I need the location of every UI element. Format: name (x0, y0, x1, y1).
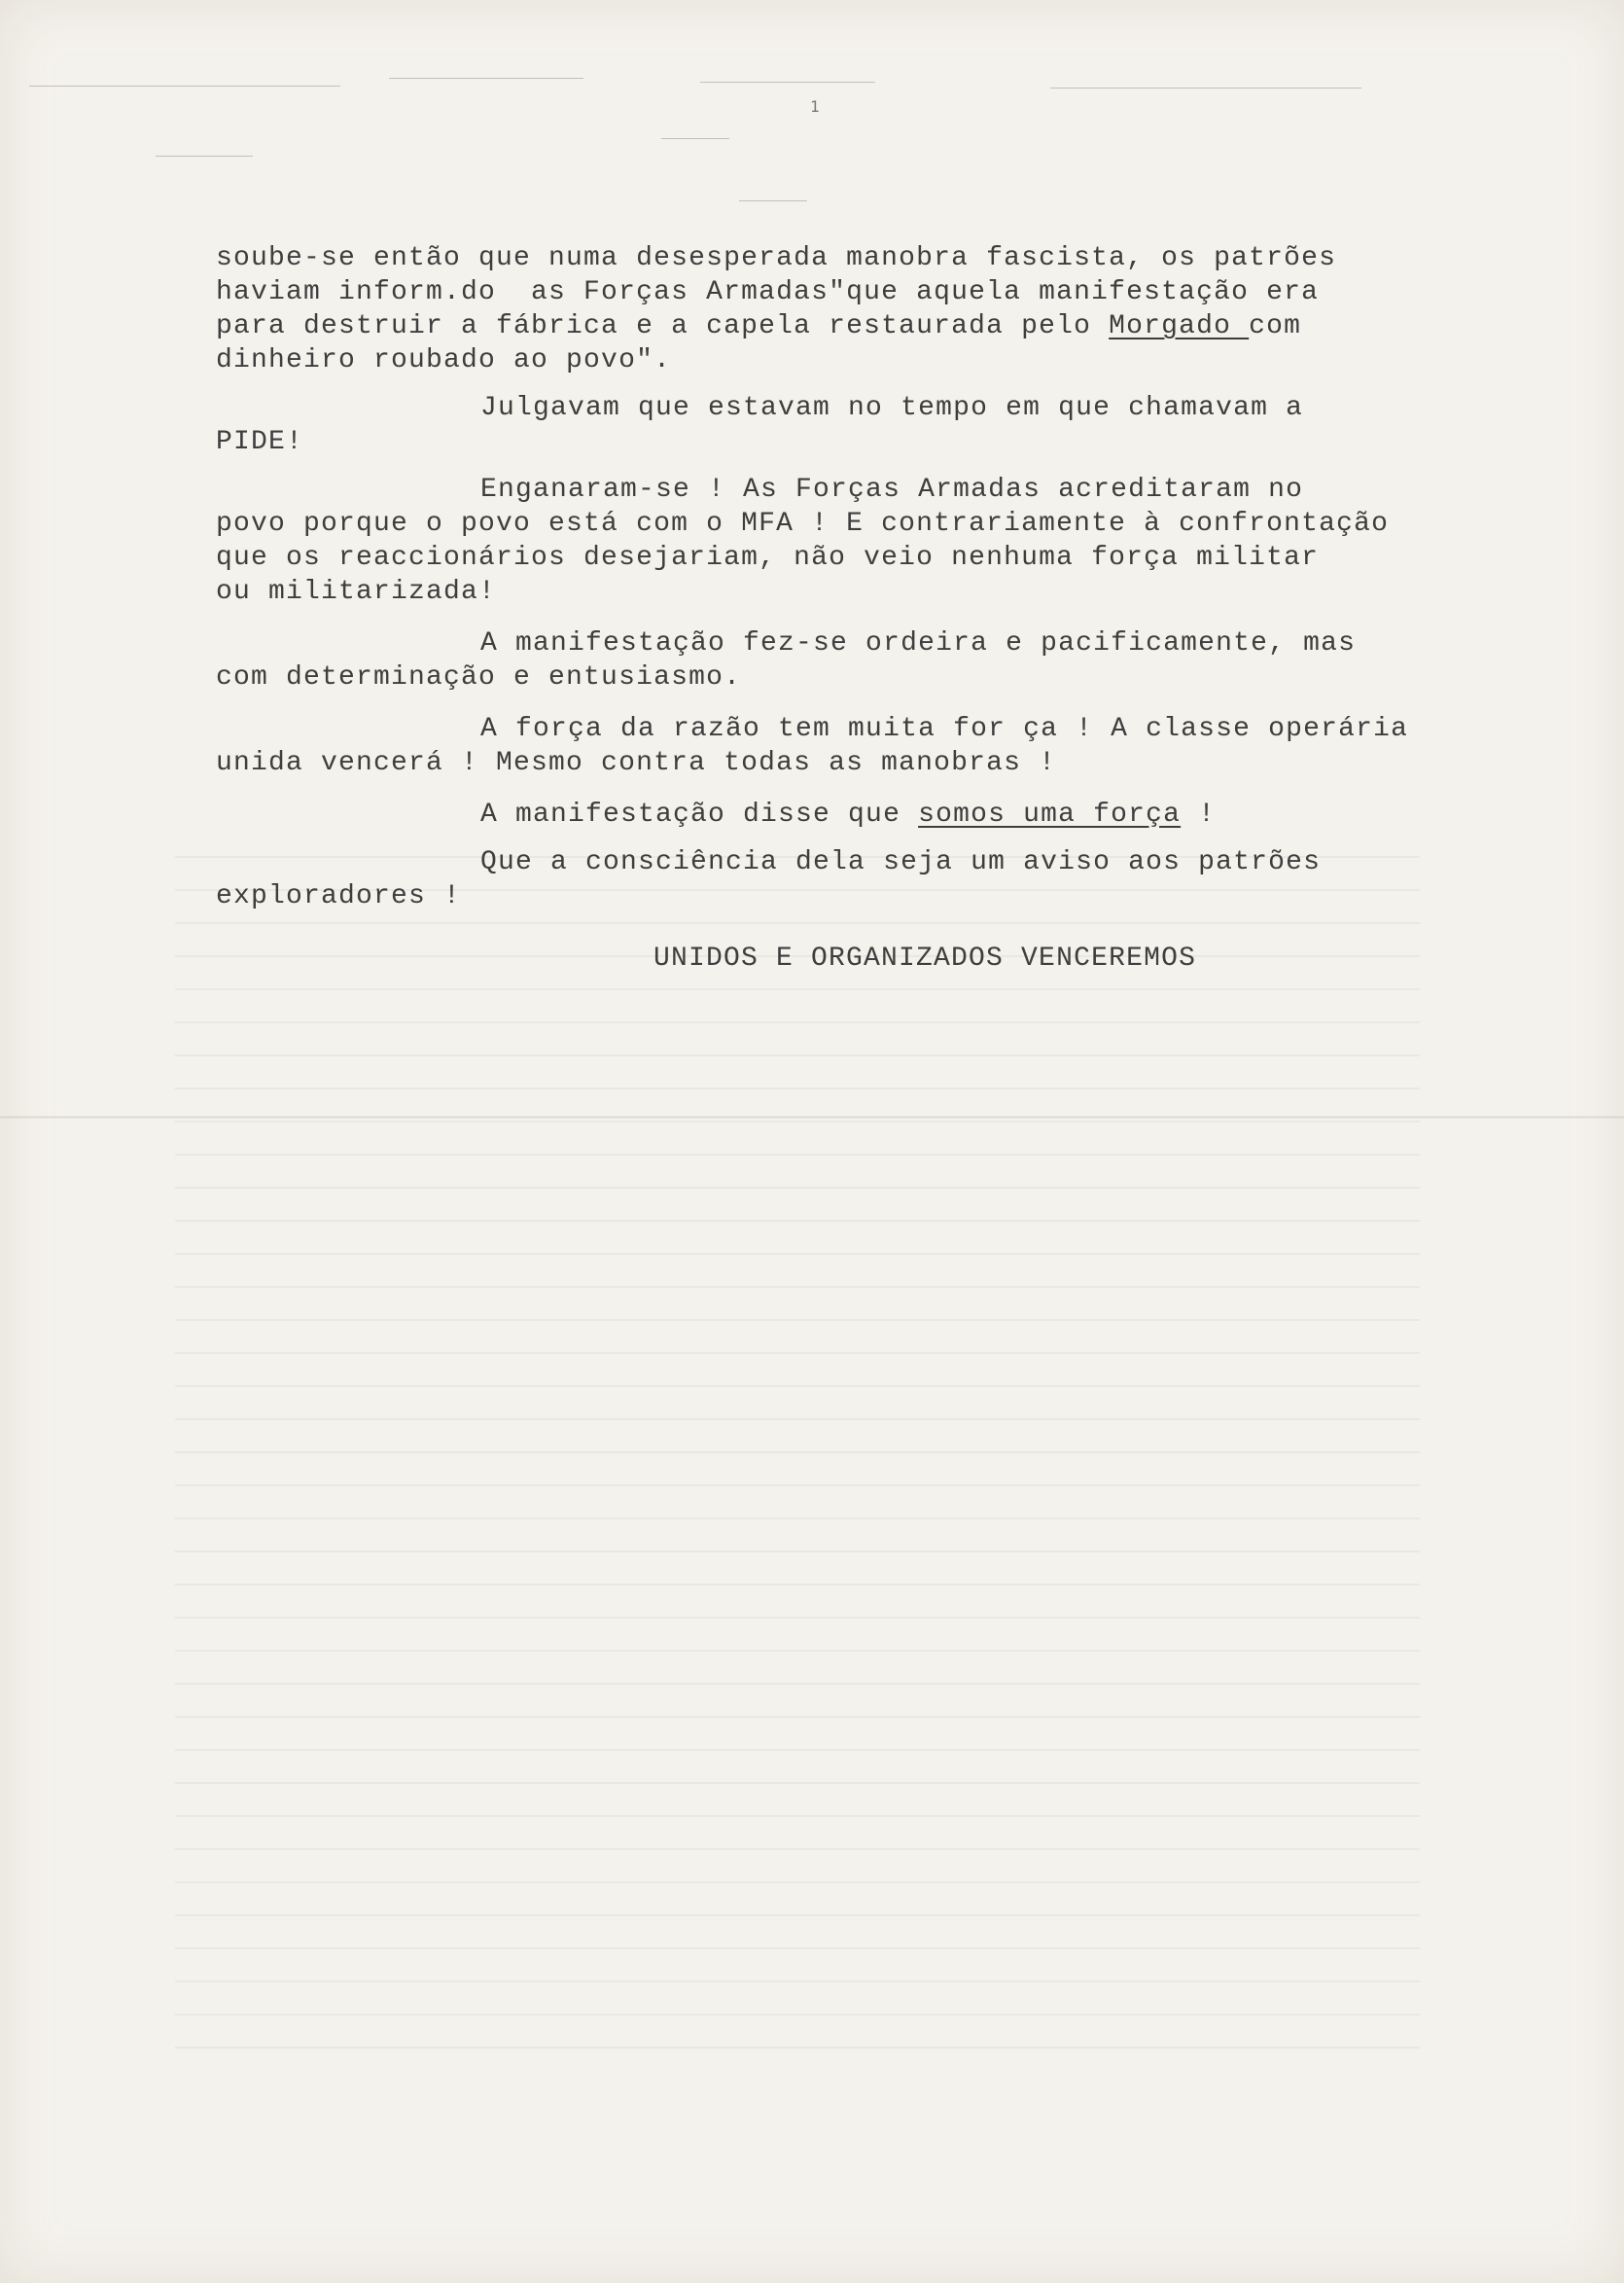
text-line: haviam inform.do as Forças Armadas"que aquela manifestação era (216, 277, 1320, 307)
paper-fold (0, 1116, 1624, 1119)
text-line: PIDE! (216, 427, 304, 457)
text-line (216, 798, 1422, 832)
bleed-through-text (175, 856, 1420, 2072)
smudge-mark (29, 86, 340, 87)
smudge-mark (1050, 88, 1361, 89)
text-span: A manifestação disse que (480, 800, 919, 830)
text-line: Que a consciência dela seja um aviso aos patrões (480, 847, 1322, 877)
text-line: soube-se então que numa desesperada manobra fascista, os patrões (216, 243, 1337, 273)
text-span: com (1249, 311, 1302, 341)
text-span: ! (1181, 800, 1217, 830)
text-line: exploradores ! (216, 881, 462, 911)
text-line: que os reaccionários desejariam, não veio nenhuma força militar (216, 543, 1320, 573)
text-line: Enganaram-se ! As Forças Armadas acreditaram no (480, 475, 1304, 505)
text-line: Julgavam que estavam no tempo em que chamavam a (480, 393, 1304, 423)
closing-slogan: UNIDOS E ORGANIZADOS VENCEREMOS (653, 944, 1197, 974)
smudge-mark (739, 200, 807, 201)
typed-text-body (216, 241, 1422, 913)
page-number: 1 (810, 97, 820, 116)
text-line: unida vencerá ! Mesmo contra todas as manobras ! (216, 748, 1057, 778)
smudge-mark (156, 156, 253, 157)
text-line: com determinação e entusiasmo. (216, 662, 742, 693)
smudge-mark (389, 78, 583, 79)
text-line: dinheiro roubado ao povo". (216, 345, 672, 375)
smudge-mark (661, 138, 729, 139)
underlined-word: Morgado (1109, 311, 1250, 341)
smudge-mark (700, 82, 875, 83)
text-line: ou militarizada! (216, 577, 497, 607)
text-line: A força da razão tem muita for ça ! A classe operária (480, 714, 1409, 744)
text-line (216, 309, 1422, 343)
underlined-phrase: somos uma força (918, 800, 1182, 830)
text-line: povo porque o povo está com o MFA ! E contrariamente à confrontação (216, 509, 1390, 539)
text-line: A manifestação fez-se ordeira e pacificamente, mas (480, 628, 1357, 659)
text-span: para destruir a fábrica e a capela restaurada pelo (216, 311, 1110, 341)
